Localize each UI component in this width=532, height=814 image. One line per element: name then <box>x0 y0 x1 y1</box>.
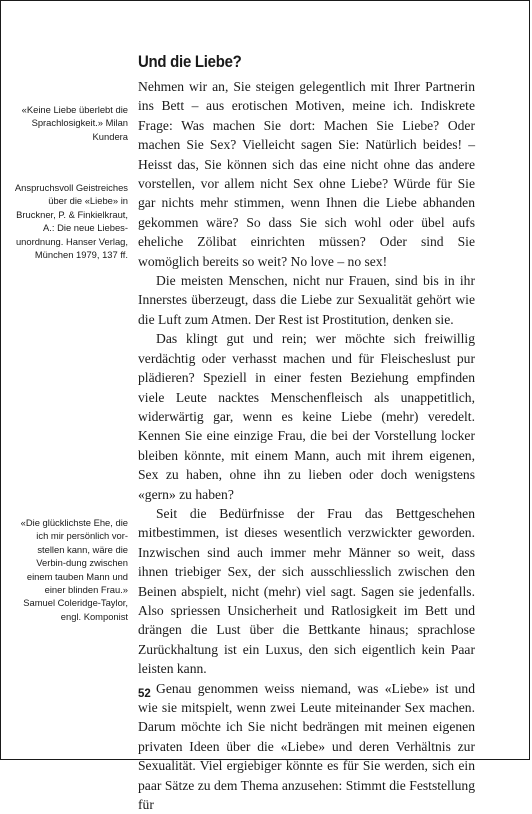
page-number: 52 <box>138 688 151 700</box>
margin-note-quote-coleridge <box>12 516 128 623</box>
paragraph: Nehmen wir an, Sie steigen gelegentlich mit Ihrer Partnerin ins Bett – aus erotischen Motiven, meine ich. Indiskrete Frage: Was machen Sie dort: Machen Sie Liebe? Oder machen Sie Sex? Vielleicht sagen Sie: Natürlich beides! – Heisst das, Sie können sich das eine nicht ohne das andere vorstellen, vor allem nicht Sex ohne Liebe? Würde für Sie gar nichts mehr stimmen, wenn Ihnen die Liebe abhanden gekommen wäre? So dass Sie sich wohl oder übel aufs eheliche Zölibat einrichten müssen? Oder sind Sie womöglich bereits so weit? No love – no sex! <box>138 79 475 269</box>
paragraph: Genau genommen weiss niemand, was «Liebe» ist und wie sie mitspielt, wenn zwei Leute miteinander Sex machen. Darum möchte ich Sie nicht bedrängen mit meinen eigenen privaten Ideen über die «Liebe» und deren Verhältnis zur Sexualität. Viel ergiebiger könnte es für Sie werden, sich ein paar Sätze zu dem Thema anzusehen: Stimmt die Feststellung für <box>138 680 475 813</box>
section-heading: Und die Liebe? <box>138 52 242 71</box>
paragraph: Das klingt gut und rein; wer möchte sich freiwillig verdächtig oder verhasst machen und für Fleischeslust pur plädieren? Speziell in einer festen Beziehung empfinden viele Leute nacktes Menschenfleisch als unappetitlich, widerwärtig gar, wenn es keine Liebe (mehr) veredelt. Kennen Sie eine einzige Frau, die bei der Vorstellung locker bleiben könnte, mit einem Mann, auch mit ihrem eigenen, Sex zu haben, ohne ihn zu lieben oder doch wenigstens «gern» zu haben? <box>138 331 475 502</box>
margin-note-reference <box>12 181 128 261</box>
margin-note-text: «Keine Liebe überlebt die Sprachlosigkeit.» Milan Kundera <box>21 104 128 142</box>
paragraph: Seit die Bedürfnisse der Frau das Bettgeschehen mitbestimmen, ist dieses wesentlich verzwickter geworden. Inzwischen sind auch immer mehr Männer so weit, dass ihnen triebiger Sex, der sich ausschliesslich zwischen den Beinen abspielt, nicht (mehr) viel sagt. Sagen sie jedenfalls. Also spriessen Unsicherheit und Ratlosigkeit im Bett und drängen die Lust über die Bettkante hinaus; sprachlose Zurückhaltung ist ein Luxus, den sich eigentlich kein Paar leisten kann. <box>138 505 475 677</box>
margin-note-text: Anspruchsvoll Geistreiches über die «Liebe» in Bruckner, P. & Finkielkraut, A.: Die neue Liebes-unordnung. Hanser Verlag, München 1979, 137 ff. <box>14 182 128 261</box>
paragraph: Die meisten Menschen, nicht nur Frauen, sind bis in ihr Innerstes überzeugt, dass die Liebe zur Sexualität gehört wie die Luft zum Atmen. Der Rest ist Prostitution, denken sie. <box>138 273 475 327</box>
margin-note-text: «Die glücklichste Ehe, die ich mir persönlich vor-stellen kann, wäre die Verbin-dung zwischen einem tauben Mann und einer blinden Frau.» Samuel Coleridge-Taylor, engl. Komponist <box>20 517 128 622</box>
body-text <box>138 77 475 814</box>
margin-note-quote-kundera <box>12 103 128 143</box>
